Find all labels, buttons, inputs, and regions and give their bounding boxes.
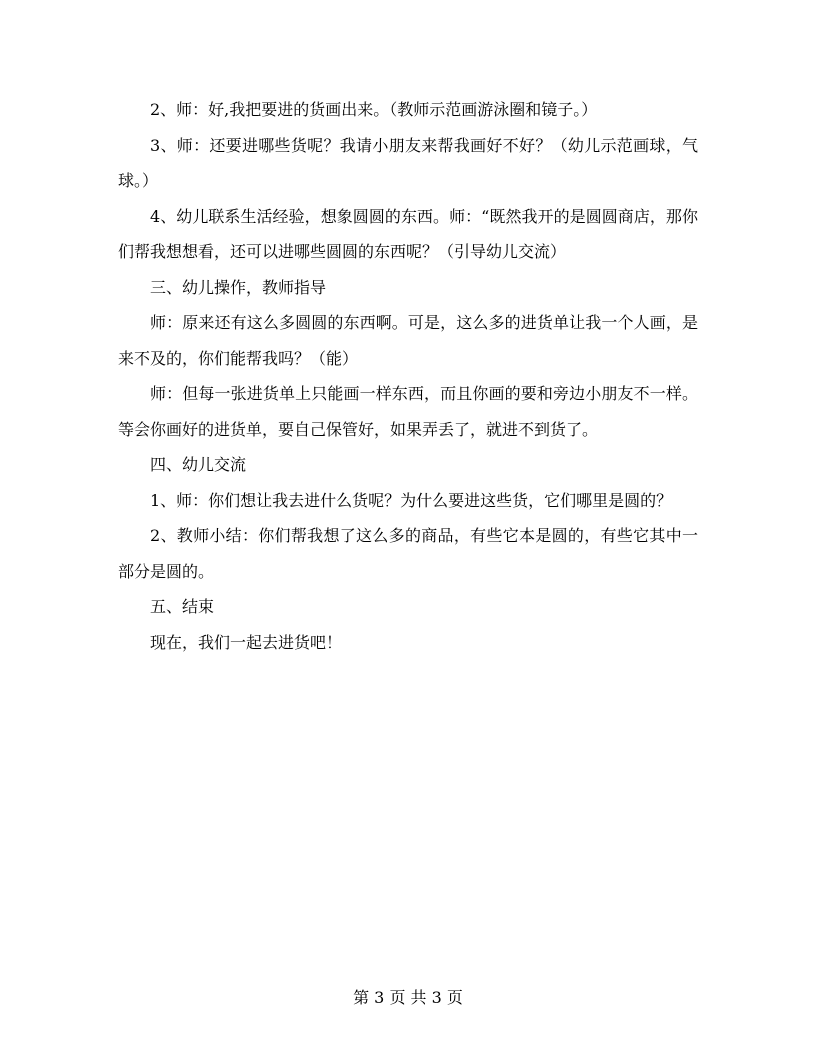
section-heading: 三、幼儿操作，教师指导 (150, 277, 327, 297)
paragraph: 现在，我们一起去进货吧！ (150, 632, 343, 652)
paragraph: 师：原来还有这么多圆圆的东西啊。可是，这么多的进货单让我一个人画，是来不及的，你们能帮我吗？（能） (118, 313, 698, 368)
paragraph: 2、教师小结：你们帮我想了这么多的商品，有些它本是圆的，有些它其中一部分是圆的。 (118, 526, 698, 581)
paragraph: 3、师：还要进哪些货呢？我请小朋友来帮我画好不好？（幼儿示范画球，气球。） (118, 135, 698, 190)
section-heading: 五、结束 (150, 597, 215, 616)
paragraph: 1、师：你们想让我去进什么货呢？为什么要进这些货，它们哪里是圆的？ (150, 490, 673, 510)
section-heading: 四、幼儿交流 (150, 455, 247, 474)
paragraph: 师：但每一张进货单上只能画一样东西，而且你画的要和旁边小朋友不一样。等会你画好的进货单，要自己保管好，如果弄丢了，就进不到货了。 (118, 384, 698, 439)
paragraph: 4、幼儿联系生活经验，想象圆圆的东西。师：“既然我开的是圆圆商店，那你们帮我想想看，还可以进哪些圆圆的东西呢？（引导幼儿交流） (118, 206, 698, 261)
paragraph: 2、师：好,我把要进的货画出来。（教师示范画游泳圈和镜子。） (150, 100, 598, 119)
document-body (118, 92, 698, 660)
page-number-footer: 第 3 页 共 3 页 (353, 988, 463, 1007)
